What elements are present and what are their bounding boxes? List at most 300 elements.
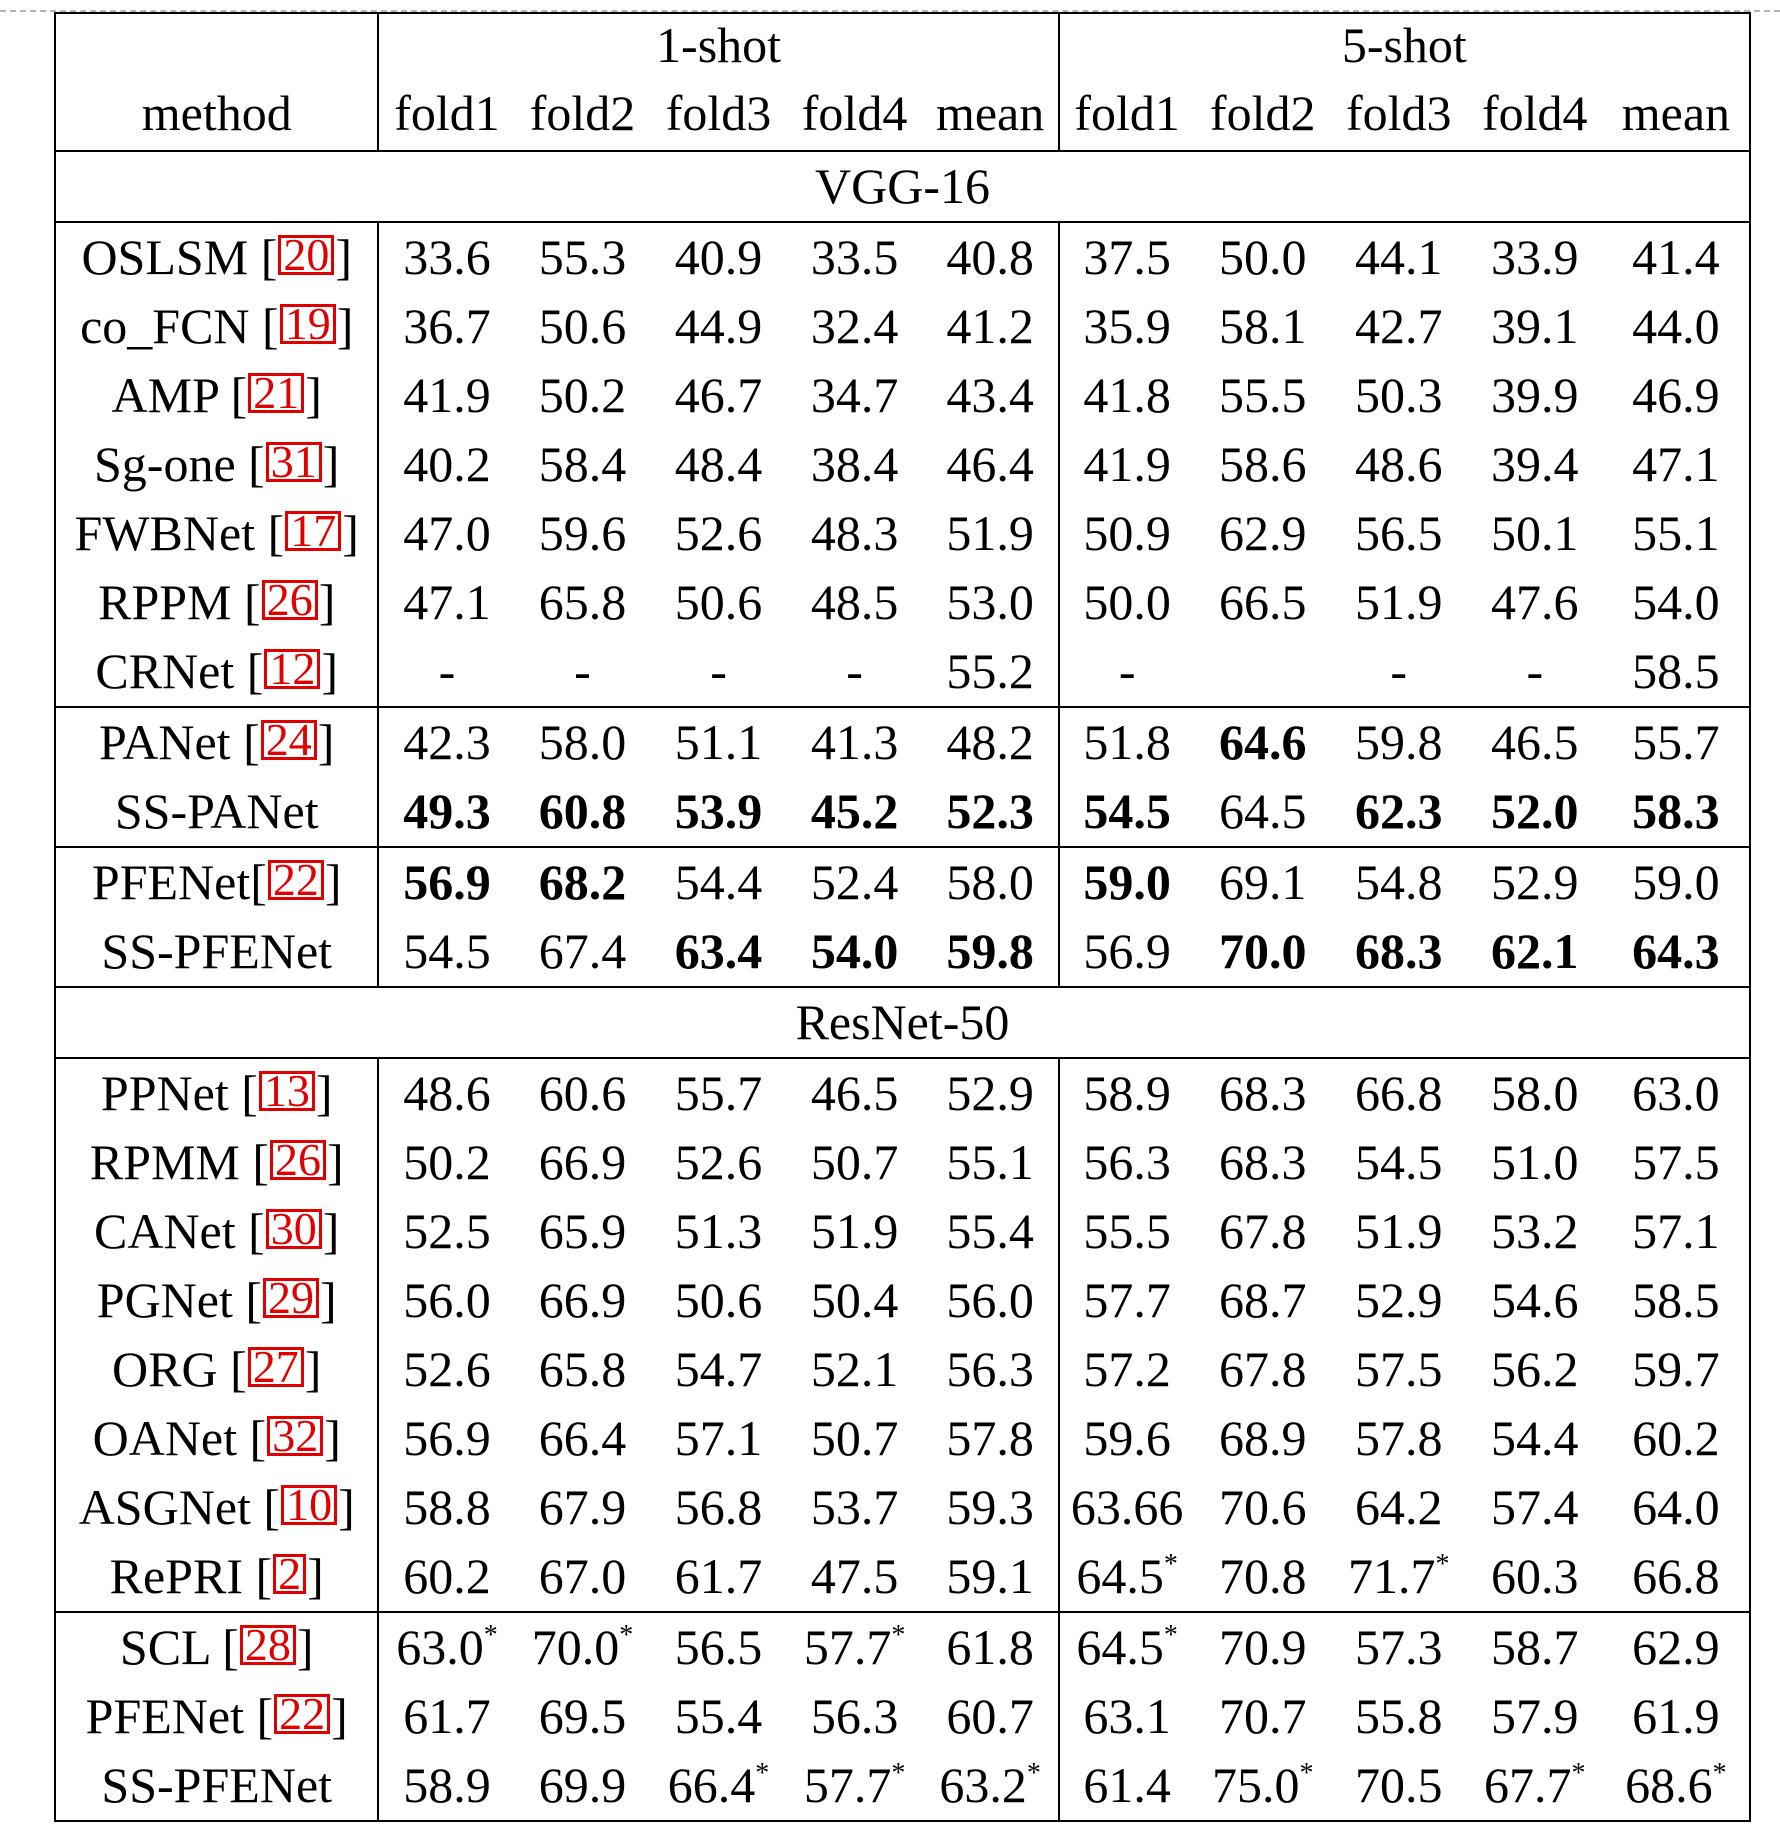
value-text: 46.5 — [810, 1065, 899, 1121]
value-cell — [1467, 917, 1603, 987]
method-name: CRNet — [95, 643, 235, 699]
value-cell — [1467, 637, 1603, 707]
value-text: 71.7 — [1347, 1548, 1436, 1604]
value-cell — [514, 1612, 650, 1682]
value-cell — [1603, 222, 1750, 292]
value-cell — [378, 1058, 514, 1128]
value-text: 46.9 — [1632, 367, 1720, 423]
value-text: 50.2 — [538, 367, 627, 423]
value-cell — [1467, 499, 1603, 568]
value-text: 56.0 — [403, 1272, 491, 1328]
value-cell — [651, 292, 787, 361]
citation-link[interactable]: 13 — [259, 1071, 315, 1111]
value-text: 49.3 — [403, 783, 491, 839]
value-cell — [1331, 847, 1467, 917]
value-text: 52.9 — [1354, 1272, 1443, 1328]
col-header: mean — [1603, 76, 1750, 151]
value-cell — [1603, 361, 1750, 430]
value-cell — [378, 707, 514, 777]
method-cell: ASGNet [ 10 ] — [55, 1473, 378, 1542]
method-header: method — [55, 13, 378, 151]
value-text: 51.9 — [1354, 1203, 1443, 1259]
value-text: 58.9 — [403, 1757, 491, 1813]
value-text: 65.9 — [538, 1203, 627, 1259]
star-mark: * — [891, 1758, 906, 1790]
citation-link[interactable]: 32 — [267, 1416, 323, 1456]
value-cell — [1059, 637, 1195, 707]
value-text: 59.8 — [1354, 714, 1443, 770]
value-text: 61.9 — [1632, 1688, 1720, 1744]
method-cell: RPPM [ 26 ] — [55, 568, 378, 637]
value-cell — [1059, 1058, 1195, 1128]
value-text: 55.4 — [946, 1203, 1034, 1259]
value-text: 61.7 — [674, 1548, 763, 1604]
value-text: 57.8 — [946, 1410, 1034, 1466]
value-text: 50.2 — [403, 1134, 491, 1190]
method-name: ORG — [112, 1341, 218, 1397]
value-text: 64.5 — [1076, 1619, 1164, 1675]
citation-link[interactable]: 29 — [263, 1278, 319, 1318]
value-cell — [1059, 1751, 1195, 1821]
citation-link[interactable]: 26 — [262, 580, 318, 620]
citation-link[interactable]: 22 — [274, 1694, 330, 1734]
value-text: 50.9 — [1083, 505, 1171, 561]
value-text: 41.3 — [810, 714, 899, 770]
value-text: 40.9 — [674, 229, 763, 285]
results-table — [54, 12, 1751, 1822]
value-cell — [514, 568, 650, 637]
value-cell — [1467, 568, 1603, 637]
value-text: 53.2 — [1491, 1203, 1579, 1259]
value-text: 68.9 — [1218, 1410, 1307, 1466]
value-text: 67.8 — [1218, 1341, 1307, 1397]
value-text: 68.3 — [1218, 1065, 1307, 1121]
value-text: 62.9 — [1632, 1619, 1720, 1675]
table-row — [55, 847, 1750, 917]
value-text: 57.5 — [1632, 1134, 1720, 1190]
value-text: 70.8 — [1218, 1548, 1307, 1604]
value-text: 60.7 — [946, 1688, 1034, 1744]
value-text: 67.4 — [538, 923, 627, 979]
value-cell — [787, 1266, 923, 1335]
method-cell: CANet [ 30 ] — [55, 1197, 378, 1266]
table-row — [55, 361, 1750, 430]
value-cell — [923, 637, 1059, 707]
value-cell — [1467, 777, 1603, 847]
value-cell — [923, 222, 1059, 292]
value-cell — [1331, 777, 1467, 847]
value-cell — [923, 1058, 1059, 1128]
value-cell — [1195, 637, 1331, 707]
value-cell — [1059, 222, 1195, 292]
value-text: 48.5 — [810, 574, 899, 630]
star-mark: * — [1571, 1758, 1586, 1790]
value-text: 67.0 — [538, 1548, 627, 1604]
table-row — [55, 1266, 1750, 1335]
value-cell — [923, 1335, 1059, 1404]
value-cell — [514, 499, 650, 568]
method-name: SS-PANet — [114, 783, 319, 839]
method-cell: PPNet [ 13 ] — [55, 1058, 378, 1128]
value-text: 54.7 — [674, 1341, 763, 1397]
table-row — [55, 1473, 1750, 1542]
value-text: 55.7 — [674, 1065, 763, 1121]
value-text: 36.7 — [403, 298, 491, 354]
value-text: 35.9 — [1083, 298, 1171, 354]
value-cell — [1603, 847, 1750, 917]
value-cell — [1467, 361, 1603, 430]
value-cell — [923, 1612, 1059, 1682]
value-cell — [1195, 1058, 1331, 1128]
value-cell — [1195, 707, 1331, 777]
value-text: 70.6 — [1218, 1479, 1307, 1535]
value-cell — [787, 1128, 923, 1197]
value-text: 58.5 — [1632, 1272, 1720, 1328]
value-text: 50.1 — [1491, 505, 1579, 561]
value-cell — [787, 292, 923, 361]
value-cell — [1195, 292, 1331, 361]
value-text: 58.3 — [1632, 783, 1720, 839]
value-cell — [1195, 430, 1331, 499]
value-cell — [1603, 1404, 1750, 1473]
star-mark: * — [1163, 1549, 1178, 1581]
value-text: 52.6 — [403, 1341, 491, 1397]
value-text: 64.5 — [1218, 783, 1307, 839]
value-cell — [923, 1751, 1059, 1821]
value-cell — [1467, 1404, 1603, 1473]
citation-link[interactable]: 21 — [248, 373, 304, 413]
value-cell — [1603, 637, 1750, 707]
value-cell — [514, 637, 650, 707]
value-cell — [787, 777, 923, 847]
value-cell — [787, 1058, 923, 1128]
citation-link[interactable]: 10 — [281, 1485, 337, 1525]
value-cell — [514, 777, 650, 847]
value-text: 66.9 — [538, 1272, 627, 1328]
value-text: 53.7 — [810, 1479, 899, 1535]
citation-link[interactable]: 31 — [266, 442, 322, 482]
value-text: 57.7 — [1083, 1272, 1171, 1328]
value-cell — [923, 1404, 1059, 1473]
value-text: 56.3 — [1083, 1134, 1171, 1190]
value-text: 63.0 — [396, 1619, 484, 1675]
citation-link[interactable]: 26 — [270, 1140, 326, 1180]
method-cell: SCL [ 28 ] — [55, 1612, 378, 1682]
method-cell: RePRI [ 2 ] — [55, 1542, 378, 1612]
value-cell — [1467, 1682, 1603, 1751]
value-cell — [1331, 1682, 1467, 1751]
value-cell — [1603, 499, 1750, 568]
value-text: 51.8 — [1083, 714, 1171, 770]
value-text: 45.2 — [810, 783, 899, 839]
table-row — [55, 1058, 1750, 1128]
citation-link[interactable]: 19 — [280, 304, 336, 344]
value-text: 46.5 — [1491, 714, 1579, 770]
value-text: 52.4 — [810, 854, 899, 910]
citation-link[interactable]: 22 — [268, 860, 324, 900]
value-text: 70.5 — [1354, 1757, 1443, 1813]
value-text: 52.9 — [946, 1065, 1034, 1121]
value-text: 46.4 — [946, 436, 1034, 492]
value-text: 47.1 — [1632, 436, 1720, 492]
col-header: fold3 — [1331, 76, 1467, 151]
value-cell — [514, 1197, 650, 1266]
value-text: 57.2 — [1083, 1341, 1171, 1397]
method-name: FWBNet — [74, 505, 256, 561]
value-text: 55.1 — [1632, 505, 1720, 561]
value-cell — [1467, 1335, 1603, 1404]
value-cell — [514, 917, 650, 987]
value-text: 56.0 — [946, 1272, 1034, 1328]
value-text: 56.9 — [403, 1410, 491, 1466]
value-cell — [1195, 1751, 1331, 1821]
value-text: 64.5 — [1076, 1548, 1164, 1604]
value-cell — [514, 292, 650, 361]
star-mark: * — [1026, 1758, 1041, 1790]
citation-link[interactable]: 28 — [240, 1625, 296, 1665]
value-text: 50.4 — [810, 1272, 899, 1328]
header-row-shots — [55, 13, 1750, 76]
value-cell — [1603, 1612, 1750, 1682]
value-text: 59.7 — [1632, 1341, 1720, 1397]
value-cell — [1059, 1542, 1195, 1612]
value-cell — [1603, 707, 1750, 777]
value-text: 54.5 — [1083, 783, 1171, 839]
value-cell — [1467, 1751, 1603, 1821]
value-text: 69.5 — [538, 1688, 627, 1744]
value-cell — [1331, 222, 1467, 292]
value-cell — [651, 1612, 787, 1682]
value-cell — [1195, 1404, 1331, 1473]
value-text: 40.2 — [403, 436, 491, 492]
value-text: 60.8 — [538, 783, 627, 839]
value-cell — [787, 847, 923, 917]
value-cell — [1603, 1682, 1750, 1751]
value-text: 69.1 — [1218, 854, 1307, 910]
method-name: Sg-one — [93, 436, 236, 492]
value-text: 48.6 — [1354, 436, 1443, 492]
value-cell — [1059, 499, 1195, 568]
value-cell — [514, 1128, 650, 1197]
value-cell — [923, 1266, 1059, 1335]
value-cell — [1467, 1473, 1603, 1542]
value-text: 58.7 — [1491, 1619, 1579, 1675]
value-text: 58.4 — [538, 436, 627, 492]
citation-link[interactable]: 2 — [273, 1554, 306, 1594]
section-title: VGG-16 — [55, 151, 1750, 222]
value-cell — [1331, 1473, 1467, 1542]
value-cell — [378, 1751, 514, 1821]
value-cell — [651, 430, 787, 499]
value-text: - — [710, 643, 727, 699]
method-cell: PGNet [ 29 ] — [55, 1266, 378, 1335]
value-text: - — [1118, 643, 1136, 699]
value-cell — [787, 499, 923, 568]
value-cell — [514, 1751, 650, 1821]
citation-link[interactable]: 20 — [278, 235, 334, 275]
value-text: 56.3 — [810, 1688, 899, 1744]
value-cell — [923, 1682, 1059, 1751]
value-text: 58.0 — [1491, 1065, 1579, 1121]
method-cell: PFENet [ 22 ] — [55, 1682, 378, 1751]
value-cell — [1195, 1542, 1331, 1612]
value-cell — [787, 1682, 923, 1751]
value-cell — [787, 568, 923, 637]
value-cell — [1195, 568, 1331, 637]
citation-link[interactable]: 17 — [285, 511, 341, 551]
value-cell — [1331, 1197, 1467, 1266]
value-text: 53.0 — [946, 574, 1034, 630]
value-text: 66.9 — [538, 1134, 627, 1190]
value-text: 55.8 — [1354, 1688, 1443, 1744]
value-cell — [514, 1682, 650, 1751]
value-cell — [787, 637, 923, 707]
value-cell — [651, 637, 787, 707]
value-cell — [787, 1612, 923, 1682]
value-text: 50.6 — [674, 574, 763, 630]
value-text: 75.0 — [1211, 1757, 1300, 1813]
value-cell — [378, 637, 514, 707]
value-text: 65.8 — [538, 574, 627, 630]
value-text: 54.4 — [674, 854, 763, 910]
col-header: fold1 — [378, 76, 514, 151]
value-text: 55.3 — [538, 229, 627, 285]
value-cell — [923, 1473, 1059, 1542]
value-text: 47.5 — [810, 1548, 899, 1604]
value-text: 63.4 — [674, 923, 763, 979]
table-row — [55, 499, 1750, 568]
value-text: 56.2 — [1491, 1341, 1579, 1397]
citation-link[interactable]: 12 — [264, 649, 320, 689]
value-text: 57.8 — [1354, 1410, 1443, 1466]
value-cell — [1603, 1197, 1750, 1266]
value-cell — [1331, 292, 1467, 361]
value-text: 62.9 — [1218, 505, 1307, 561]
value-cell — [1195, 361, 1331, 430]
value-text: 42.3 — [403, 714, 491, 770]
value-text: 57.1 — [1632, 1203, 1720, 1259]
value-text: 59.0 — [1632, 854, 1720, 910]
section-row — [55, 987, 1750, 1058]
value-text: 55.5 — [1083, 1203, 1171, 1259]
value-text: 70.0 — [531, 1619, 620, 1675]
table-row — [55, 1335, 1750, 1404]
value-cell — [651, 1404, 787, 1473]
value-cell — [651, 1335, 787, 1404]
method-name: PFENet — [85, 1688, 244, 1744]
table-row — [55, 707, 1750, 777]
method-cell — [55, 917, 378, 987]
value-text: 42.7 — [1354, 298, 1443, 354]
col-header: fold2 — [1195, 76, 1331, 151]
value-text: 33.9 — [1491, 229, 1579, 285]
value-text: 47.0 — [403, 505, 491, 561]
value-text: 48.6 — [403, 1065, 491, 1121]
value-cell — [1603, 1751, 1750, 1821]
value-text: 38.4 — [810, 436, 899, 492]
value-cell — [651, 1197, 787, 1266]
value-cell — [1331, 637, 1467, 707]
table-row — [55, 637, 1750, 707]
value-cell — [651, 1266, 787, 1335]
method-name: PFENet — [91, 854, 251, 910]
value-text: 41.8 — [1083, 367, 1171, 423]
value-text: - — [438, 643, 456, 699]
table-row — [55, 917, 1750, 987]
value-text: 57.3 — [1354, 1619, 1443, 1675]
value-cell — [1603, 1335, 1750, 1404]
value-cell — [923, 917, 1059, 987]
value-text: 63.66 — [1070, 1479, 1184, 1535]
value-cell — [923, 1197, 1059, 1266]
value-cell — [1059, 1612, 1195, 1682]
value-cell — [787, 430, 923, 499]
value-cell — [1467, 1542, 1603, 1612]
value-cell — [1059, 430, 1195, 499]
value-text: 41.9 — [403, 367, 491, 423]
value-text: 64.3 — [1632, 923, 1720, 979]
value-text: 68.3 — [1218, 1134, 1307, 1190]
method-cell: Sg-one [ 31 ] — [55, 430, 378, 499]
value-text: 67.9 — [538, 1479, 627, 1535]
value-text: 56.3 — [946, 1341, 1034, 1397]
value-cell — [923, 1128, 1059, 1197]
value-text: 56.5 — [674, 1619, 763, 1675]
value-cell — [1059, 1404, 1195, 1473]
method-cell: AMP [ 21 ] — [55, 361, 378, 430]
value-cell — [1195, 1128, 1331, 1197]
value-cell — [1195, 1473, 1331, 1542]
value-cell — [1195, 1612, 1331, 1682]
value-cell — [651, 847, 787, 917]
value-cell — [378, 430, 514, 499]
citation-link[interactable]: 24 — [261, 720, 317, 760]
value-text: 43.4 — [946, 367, 1034, 423]
table-row — [55, 1751, 1750, 1821]
value-text: 67.7 — [1484, 1757, 1572, 1813]
citation-link[interactable]: 27 — [248, 1347, 304, 1387]
value-cell — [378, 568, 514, 637]
value-text: 66.4 — [667, 1757, 756, 1813]
value-text: 61.4 — [1083, 1757, 1171, 1813]
value-cell — [923, 847, 1059, 917]
value-cell — [378, 361, 514, 430]
value-text: 56.9 — [403, 854, 491, 910]
method-name: OSLSM — [81, 229, 249, 285]
value-text: 51.9 — [810, 1203, 899, 1259]
value-cell — [1467, 222, 1603, 292]
value-cell — [651, 917, 787, 987]
col-header: mean — [923, 76, 1059, 151]
value-cell — [787, 1473, 923, 1542]
value-text: 64.6 — [1218, 714, 1307, 770]
citation-link[interactable]: 30 — [266, 1209, 322, 1249]
value-text: 50.6 — [538, 298, 627, 354]
value-text: 59.3 — [946, 1479, 1034, 1535]
value-text: 37.5 — [1083, 229, 1171, 285]
value-text: 54.5 — [1354, 1134, 1443, 1190]
value-cell — [514, 707, 650, 777]
value-cell — [378, 1335, 514, 1404]
value-text: 54.6 — [1491, 1272, 1579, 1328]
method-cell: CRNet [ 12 ] — [55, 637, 378, 707]
value-text: 70.9 — [1218, 1619, 1307, 1675]
value-cell — [378, 292, 514, 361]
value-cell — [1195, 499, 1331, 568]
value-cell — [1467, 1128, 1603, 1197]
value-text: 55.1 — [946, 1134, 1034, 1190]
value-cell — [514, 847, 650, 917]
